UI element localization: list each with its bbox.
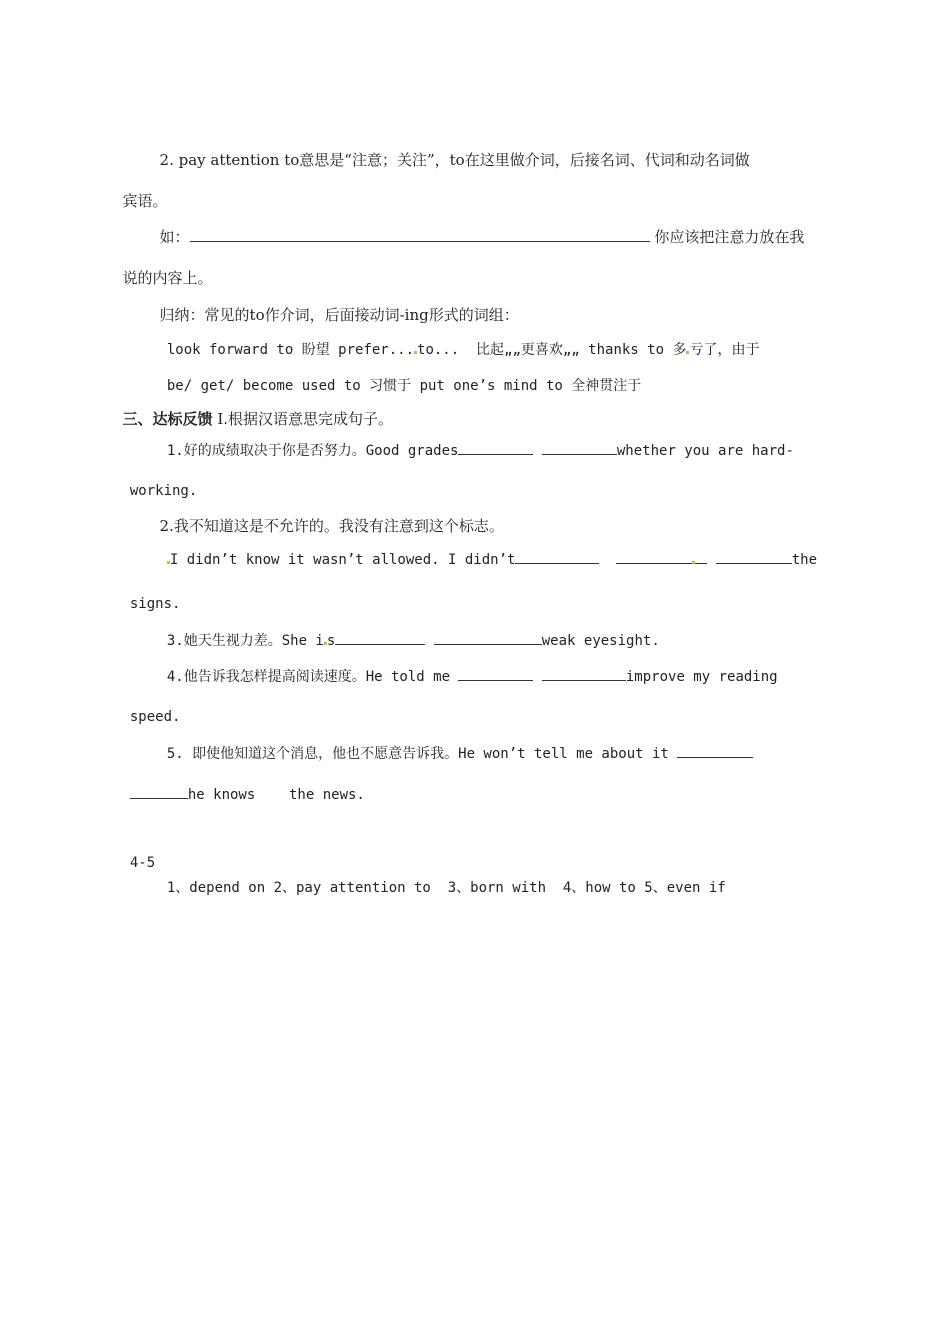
summary-line: 归纳：常见的to作介词，后面接动词-ing形式的词组： bbox=[159, 306, 519, 324]
answer-blank[interactable] bbox=[616, 548, 692, 564]
question-4: 4.他告诉我怎样提高阅读速度。He told me improve my reading bbox=[150, 643, 778, 688]
answer-blank[interactable] bbox=[458, 439, 533, 455]
question-2: I didn’t know it wasn’t allowed. I didn’t the bbox=[150, 526, 817, 571]
question-1: 1.好的成绩取决于你是否努力。Good grades whether you are hard- bbox=[150, 417, 794, 462]
answer-blank[interactable] bbox=[458, 665, 533, 681]
question-4-cont: speed. bbox=[129, 709, 181, 725]
question-1-cont: working. bbox=[129, 483, 198, 499]
question-5: 5. 即使他知道这个消息，他也不愿意告诉我。He won’t tell me about it bbox=[150, 720, 753, 765]
question-2-cont: signs. bbox=[129, 596, 181, 612]
answer-blank[interactable] bbox=[542, 439, 617, 455]
exercise-heading: 三、达标反馈 I.根据汉语意思完成句子。 bbox=[122, 410, 394, 428]
paragraph-line: 2. pay attention to意思是“注意；关注”，to在这里做介词，后接名词、代词和动名词做 bbox=[159, 151, 750, 169]
phrase-line: be/ get/ become used to 习惯于 put one’s mind to 全神贯注于 bbox=[166, 378, 642, 394]
answer-key: 1、depend on 2、pay attention to 3、born with 4、how to 5、even if bbox=[166, 880, 726, 896]
answer-blank[interactable] bbox=[716, 548, 792, 564]
question-3: 3.她天生视力差。She i s weak eyesight. bbox=[150, 607, 660, 652]
paragraph-line: 说的内容上。 bbox=[122, 269, 213, 287]
paragraph-line: 宾语。 bbox=[122, 192, 168, 210]
answer-blank[interactable] bbox=[542, 665, 626, 681]
section-title: 三、达标反馈 bbox=[122, 410, 213, 428]
example-line: 如： 你应该把注意力放在我 bbox=[159, 228, 805, 246]
answer-blank[interactable] bbox=[695, 548, 707, 564]
answer-blank[interactable] bbox=[130, 783, 188, 799]
question-5-cont: he knows the news. bbox=[113, 761, 365, 806]
answer-blank[interactable] bbox=[515, 548, 599, 564]
answer-blank[interactable] bbox=[190, 226, 650, 242]
phrase-line: look forward to 盼望 prefer... to... 比起„„更喜欢„„ thanks to 多 亏了，由于 bbox=[166, 342, 760, 358]
answer-label: 4-5 bbox=[129, 855, 156, 871]
answer-blank[interactable] bbox=[677, 742, 753, 758]
question-2-zh: 2.我不知道这是不允许的。我没有注意到这个标志。 bbox=[159, 517, 504, 535]
